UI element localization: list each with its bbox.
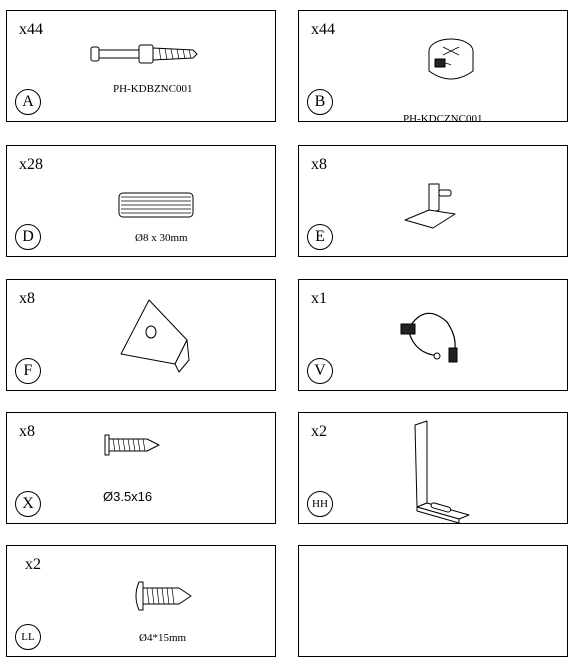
anti-tip-cable-icon xyxy=(395,302,475,382)
cam-bolt-icon xyxy=(89,39,199,69)
part-quantity: x44 xyxy=(19,21,43,38)
part-quantity: x44 xyxy=(311,21,335,38)
part-quantity: x2 xyxy=(311,423,327,440)
part-card-v xyxy=(298,279,568,391)
part-card-f xyxy=(6,279,276,391)
part-quantity: x1 xyxy=(311,290,327,307)
part-label: D xyxy=(15,224,41,250)
cam-lock-icon xyxy=(421,31,481,91)
part-code: PH-KDBZNC001 xyxy=(113,83,193,95)
part-card-d xyxy=(6,145,276,257)
part-quantity: x8 xyxy=(19,423,35,440)
pan-head-screw-icon xyxy=(131,580,195,616)
part-label: B xyxy=(307,89,333,115)
part-quantity: x28 xyxy=(19,156,43,173)
part-card-b xyxy=(298,10,568,125)
part-card-x xyxy=(6,412,276,524)
l-bracket-icon xyxy=(403,419,473,523)
shelf-support-pin-icon xyxy=(403,180,467,234)
part-label: HH xyxy=(307,491,333,517)
part-card-a xyxy=(6,10,276,122)
part-label: V xyxy=(307,358,333,384)
part-card-e xyxy=(298,145,568,257)
corner-bracket-icon xyxy=(117,296,201,376)
part-quantity: x8 xyxy=(19,290,35,307)
part-code: Ø4*15mm xyxy=(139,632,187,644)
wood-dowel-icon xyxy=(117,191,197,221)
part-code: PH-KDCZNC001 xyxy=(403,113,483,125)
part-quantity: x8 xyxy=(311,156,327,173)
part-card-ll xyxy=(6,545,276,657)
part-label: LL xyxy=(15,624,41,650)
part-quantity: x2 xyxy=(25,556,41,573)
part-code: Ø8 x 30mm xyxy=(135,232,188,244)
part-code: Ø3.5x16 xyxy=(103,489,153,504)
part-card-hh xyxy=(298,412,568,524)
part-label: X xyxy=(15,491,41,517)
part-label: A xyxy=(15,89,41,115)
empty-card xyxy=(298,545,568,657)
part-label: F xyxy=(15,358,41,384)
part-label: E xyxy=(307,224,333,250)
flat-head-screw-icon xyxy=(103,433,163,457)
